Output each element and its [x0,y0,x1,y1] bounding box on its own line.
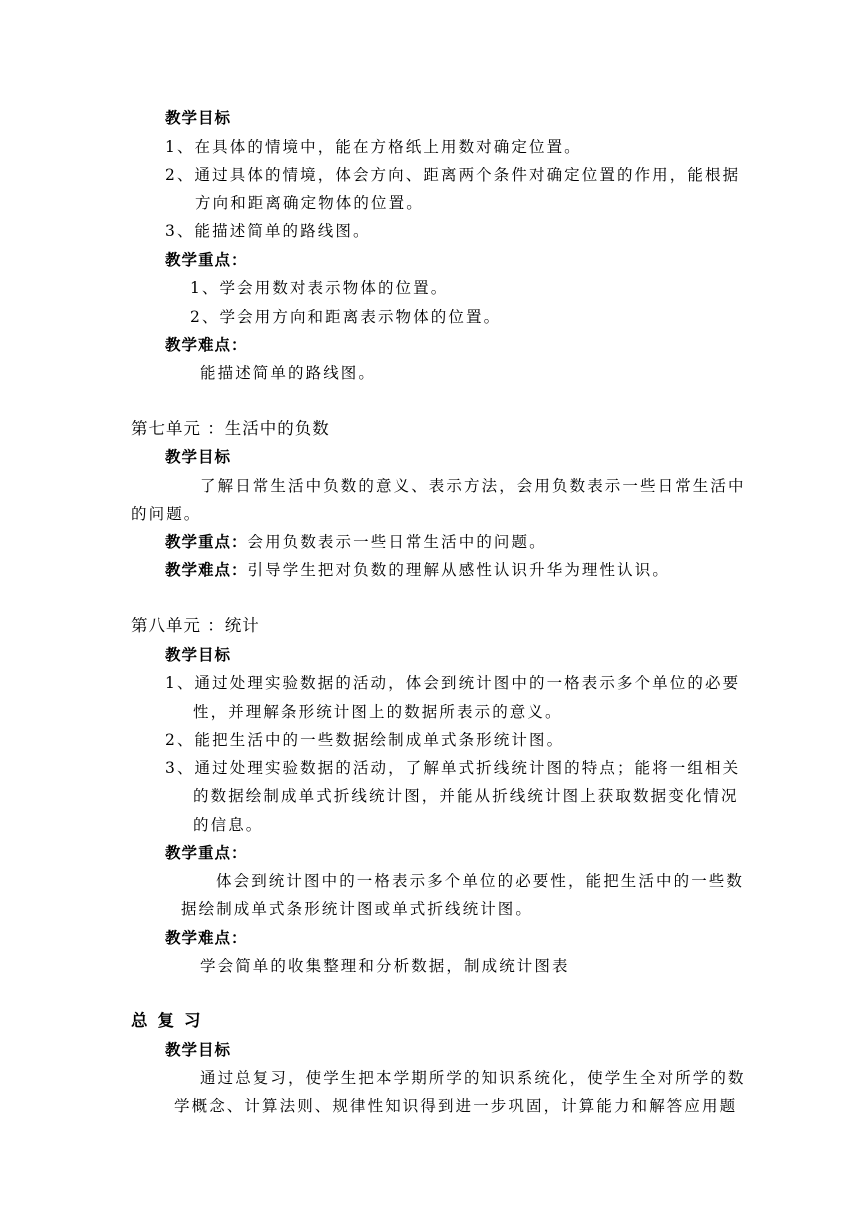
s8-goal-3: 3、通过处理实验数据的活动，了解单式折线统计图的特点；能将一组相关 [165,759,741,777]
s8-goal-1-cont: 性，并理解条形统计图上的数据所表示的意义。 [193,703,563,721]
review-goal-line-1: 通过总复习，使学生把本学期所学的知识系统化，使学生全对所学的数 [200,1069,746,1087]
s6-goal-1: 1、在具体的情境中，能在方格纸上用数对确定位置。 [165,138,582,156]
s6-difficulty-text: 能描述简单的路线图。 [200,364,377,382]
s6-goal-2: 2、通过具体的情境，体会方向、距离两个条件对确定位置的作用，能根据 [165,166,741,184]
s8-title: 第八单元 ：统计 [131,616,260,635]
s6-goals-heading: 教学目标 [165,108,232,127]
s6-goal-2-cont: 方向和距离确定物体的位置。 [195,194,424,212]
s7-key-heading: 教学重点： [165,532,248,551]
s8-goal-3-cont-1: 的数据绘制成单式折线统计图，并能从折线统计图上获取数据变化情况 [193,787,739,805]
s6-goal-3: 3、能描述简单的路线图。 [165,222,371,240]
review-goal-line-2: 学概念、计算法则、规律性知识得到进一步巩固，计算能力和解答应用题 [174,1097,738,1115]
s7-goal-line-1: 了解日常生活中负数的意义、表示方法，会用负数表示一些日常生活中 [200,477,746,495]
s6-key-heading: 教学重点： [165,250,248,269]
s8-goal-1: 1、通过处理实验数据的活动，体会到统计图中的一格表示多个单位的必要 [165,674,741,692]
s7-difficulty-text: 引导学生把对负数的理解从感性认识升华为理性认识。 [247,561,670,579]
s8-key-line-1: 体会到统计图中的一格表示多个单位的必要性，能把生活中的一些数 [216,872,745,890]
s8-key-heading: 教学重点： [165,843,248,862]
s7-key-line [165,532,547,552]
s8-goal-3-cont-2: 的信息。 [193,816,264,834]
s8-difficulty-heading: 教学难点： [165,928,248,947]
s7-goals-heading: 教学目标 [165,447,232,466]
s8-goal-2: 2、能把生活中的一些数据绘制成单式条形统计图。 [165,731,565,749]
review-goals-heading: 教学目标 [165,1040,232,1059]
s7-difficulty-heading: 教学难点： [165,560,248,579]
s6-key-point-2: 2、学会用方向和距离表示物体的位置。 [190,308,502,326]
s8-difficulty-text: 学会简单的收集整理和分析数据，制成统计图表 [200,957,570,975]
s7-goal-line-2: 的问题。 [131,505,202,523]
s7-title: 第七单元 ：生活中的负数 [131,419,330,438]
s7-key-text: 会用负数表示一些日常生活中的问题。 [247,533,547,551]
review-title: 总复习 [131,1011,211,1030]
s7-difficulty-line [165,560,670,580]
s6-key-point-1: 1、学会用数对表示物体的位置。 [190,279,449,297]
s8-key-line-2: 据绘制成单式条形统计图或单式折线统计图。 [181,900,534,918]
s8-goals-heading: 教学目标 [165,645,232,664]
s6-difficulty-heading: 教学难点： [165,335,248,354]
